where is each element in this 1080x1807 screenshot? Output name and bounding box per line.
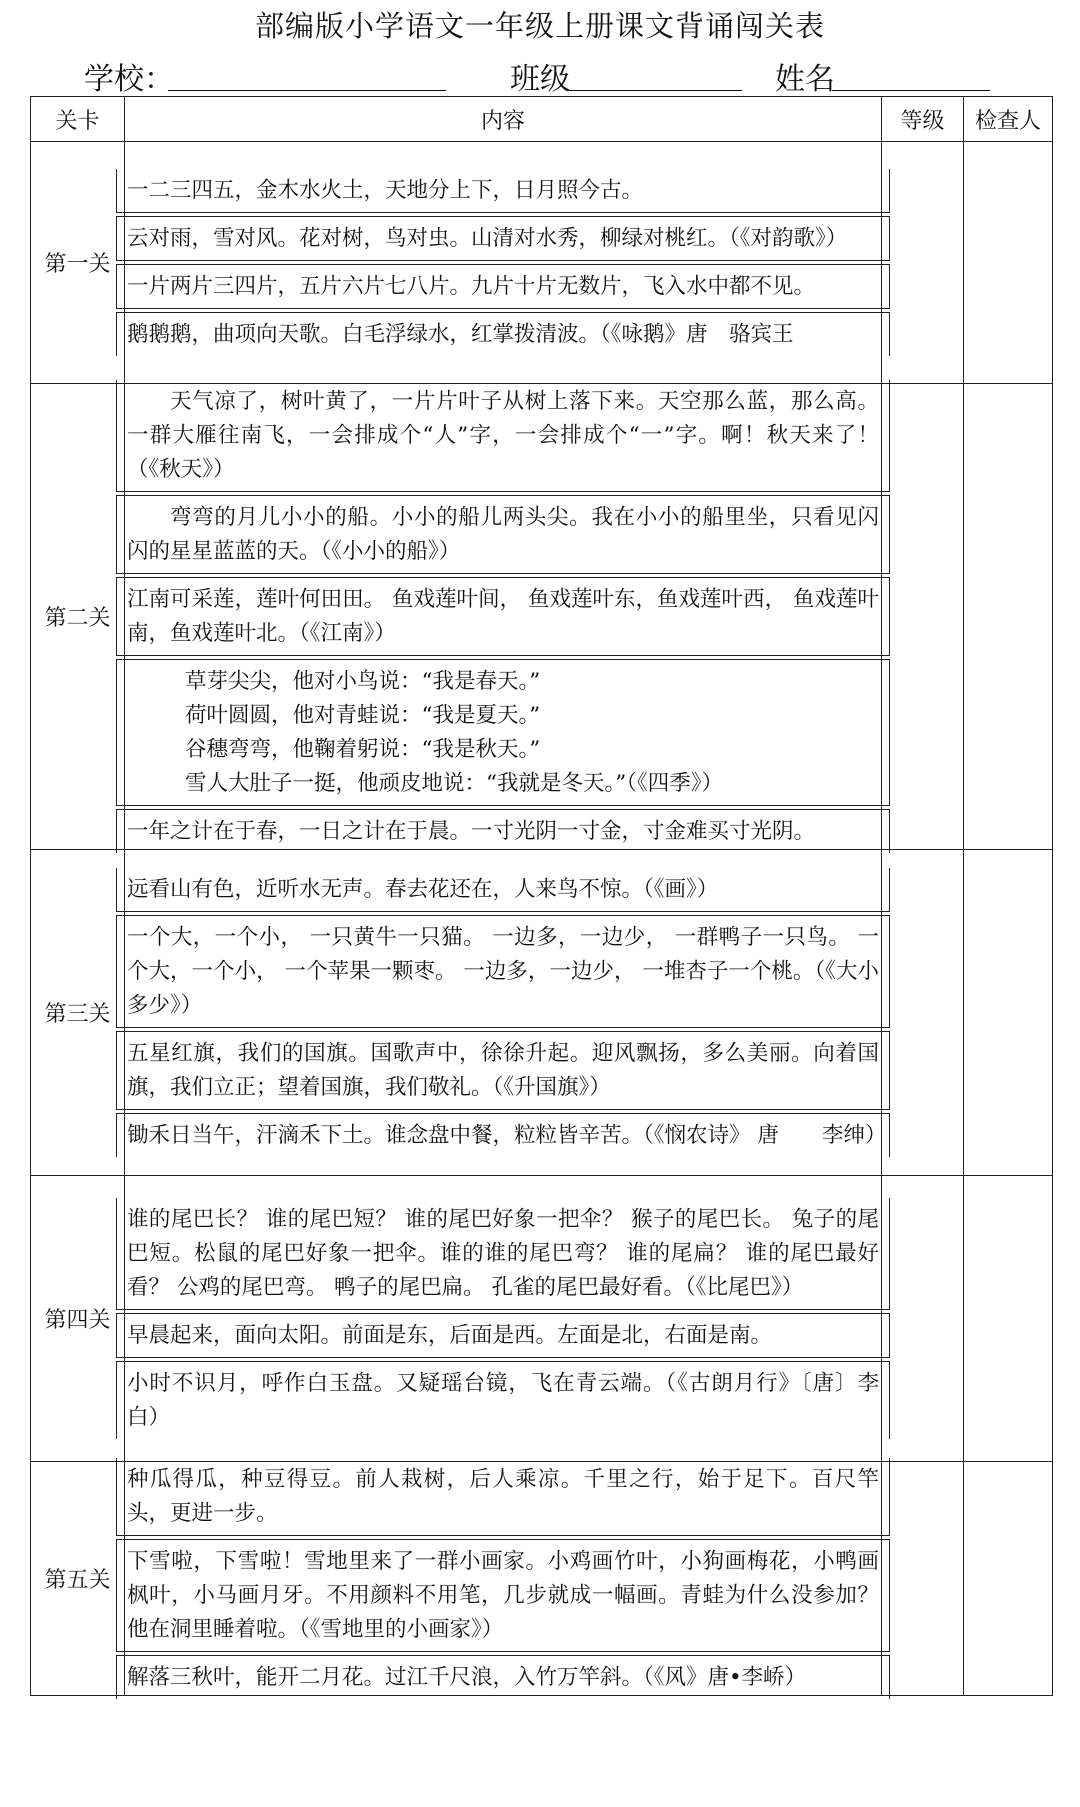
grade-cell[interactable] xyxy=(882,850,964,1176)
level-name: 第二关 xyxy=(31,384,125,850)
passage-item: 小时不识月，呼作白玉盘。又疑瑶台镜，飞在青云端。（《古朗月行》〔唐〕李白） xyxy=(116,1361,890,1439)
passage-item: 下雪啦，下雪啦！雪地里来了一群小画家。小鸡画竹叶，小狗画梅花，小鸭画枫叶，小马画月牙。不用颜料不用笔，几步就成一幅画。青蛙为什么没参加？他在洞里睡着啦。（《雪地里的小画家》） xyxy=(116,1539,890,1652)
poem-line: 谷穗弯弯，他鞠着躬说：“我是秋天。” xyxy=(185,737,541,762)
level-name: 第四关 xyxy=(31,1176,125,1462)
content-cell xyxy=(125,142,882,384)
passage-item xyxy=(116,659,890,806)
passage-item: 江南可采莲，莲叶何田田。 鱼戏莲叶间， 鱼戏莲叶东，鱼戏莲叶西， 鱼戏莲叶南，鱼戏莲叶北。（《江南》） xyxy=(116,577,890,656)
header-level: 关卡 xyxy=(31,97,125,142)
school-label: 学校： xyxy=(84,62,174,97)
grade-cell[interactable] xyxy=(882,142,964,384)
passage-item: 五星红旗，我们的国旗。国歌声中，徐徐升起。迎风飘扬，多么美丽。向着国旗，我们立正；望着国旗，我们敬礼。（《升国旗》） xyxy=(116,1031,890,1110)
passage-item: 云对雨，雪对风。花对树，鸟对虫。山清对水秀，柳绿对桃红。（《对韵歌》） xyxy=(116,216,890,261)
grade-cell[interactable] xyxy=(882,1176,964,1462)
passage-item: 谁的尾巴长？ 谁的尾巴短？ 谁的尾巴好象一把伞？ 猴子的尾巴长。 兔子的尾巴短。松鼠的尾巴好象一把伞。谁的谁的尾巴弯？ 谁的尾扁？ 谁的尾巴最好看？ 公鸡的尾巴弯。 鸭子的尾巴扁。 孔雀的尾巴最好看。（《比尾巴》） xyxy=(116,1198,890,1310)
header-checker: 检查人 xyxy=(964,97,1053,142)
name-label: 姓名 xyxy=(775,62,835,97)
grade-cell[interactable] xyxy=(882,384,964,850)
passage-item: 一个大，一个小， 一只黄牛一只猫。 一边多，一边少， 一群鸭子一只鸟。 一个大，一个小， 一个苹果一颗枣。 一边多，一边少， 一堆杏子一个桃。（《大小多少》） xyxy=(116,915,890,1028)
level-row xyxy=(31,384,1053,850)
student-info-line xyxy=(0,52,1080,96)
content-cell xyxy=(125,384,882,850)
level-row xyxy=(31,1462,1053,1696)
checker-cell[interactable] xyxy=(964,1462,1053,1696)
passage-item: 弯弯的月儿小小的船。小小的船儿两头尖。我在小小的船里坐，只看见闪闪的星星蓝蓝的天。（《小小的船》） xyxy=(116,495,890,574)
level-name: 第五关 xyxy=(31,1462,125,1696)
checker-cell[interactable] xyxy=(964,1176,1053,1462)
content-cell xyxy=(125,1176,882,1462)
checker-cell[interactable] xyxy=(964,850,1053,1176)
header-row xyxy=(31,97,1053,142)
level-row xyxy=(31,1176,1053,1462)
passage-item: 一年之计在于春，一日之计在于晨。一寸光阴一寸金，寸金难买寸光阴。 xyxy=(116,809,890,853)
class-blank[interactable] xyxy=(568,90,742,91)
school-blank[interactable] xyxy=(168,90,446,91)
level-row xyxy=(31,142,1053,384)
poem-line: 荷叶圆圆，他对青蛙说：“我是夏天。” xyxy=(185,703,541,728)
checker-cell[interactable] xyxy=(964,142,1053,384)
header-grade: 等级 xyxy=(882,97,964,142)
recitation-table xyxy=(30,96,1053,1696)
passage-item: 锄禾日当午，汗滴禾下土。谁念盘中餐，粒粒皆辛苦。（《悯农诗》 唐 李绅） xyxy=(116,1113,890,1157)
passage-item: 解落三秋叶，能开二月花。过江千尺浪，入竹万竿斜。（《风》唐•李峤） xyxy=(116,1655,890,1699)
class-label: 班级 xyxy=(510,62,570,97)
header-content: 内容 xyxy=(125,97,882,142)
level-name: 第三关 xyxy=(31,850,125,1176)
poem-line: 草芽尖尖，他对小鸟说：“我是春天。” xyxy=(185,669,541,694)
level-name: 第一关 xyxy=(31,142,125,384)
passage-item: 远看山有色，近听水无声。春去花还在，人来鸟不惊。（《画》） xyxy=(116,868,890,912)
table-body xyxy=(31,142,1053,1696)
passage-item: 一片两片三四片，五片六片七八片。九片十片无数片，飞入水中都不见。 xyxy=(116,264,890,309)
content-cell xyxy=(125,1462,882,1696)
passage-item: 天气凉了，树叶黄了，一片片叶子从树上落下来。天空那么蓝，那么高。一群大雁往南飞，一会排成个“人”字，一会排成个“一”字。啊！秋天来了！（《秋天》） xyxy=(116,380,890,492)
page-title: 部编版小学语文一年级上册课文背诵闯关表 xyxy=(254,9,825,43)
passage-item: 一二三四五，金木水火土，天地分上下，日月照今古。 xyxy=(116,169,890,213)
passage-item: 早晨起来，面向太阳。前面是东，后面是西。左面是北，右面是南。 xyxy=(116,1313,890,1358)
name-blank[interactable] xyxy=(832,90,990,91)
poem-line: 雪人大肚子一挺，他顽皮地说：“我就是冬天。”（《四季》） xyxy=(185,771,723,796)
passage-item: 鹅鹅鹅，曲项向天歌。白毛浮绿水，红掌拨清波。（《咏鹅》唐 骆宾王 xyxy=(116,312,890,356)
passage-item: 种瓜得瓜，种豆得豆。前人栽树，后人乘凉。千里之行，始于足下。百尺竿头，更进一步。 xyxy=(116,1458,890,1536)
level-row xyxy=(31,850,1053,1176)
grade-cell[interactable] xyxy=(882,1462,964,1696)
content-cell xyxy=(125,850,887,1176)
checker-cell[interactable] xyxy=(964,384,1053,850)
